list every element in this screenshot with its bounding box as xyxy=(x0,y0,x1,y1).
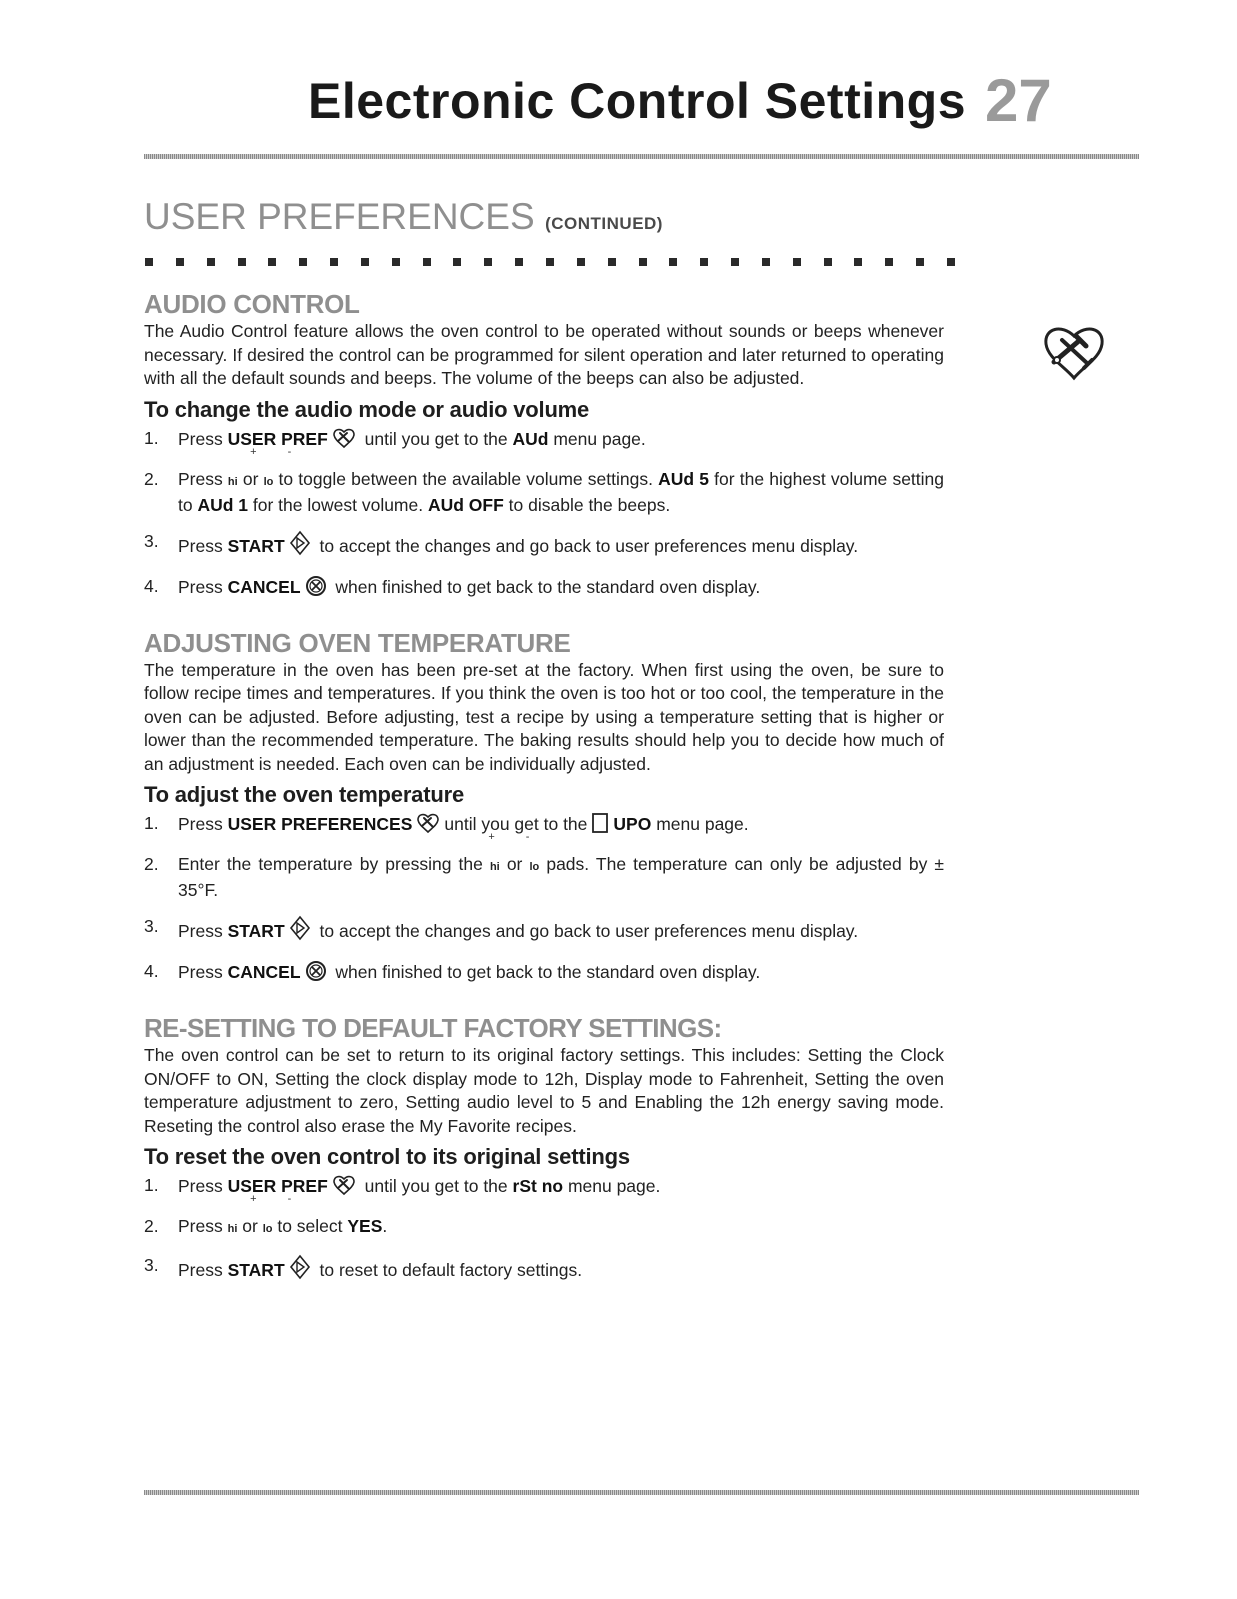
dot-separator xyxy=(145,258,955,270)
top-divider xyxy=(144,154,1139,159)
list-item: 4. Press CANCEL when finished to get back to the standard oven display. xyxy=(144,960,944,988)
temperature-heading: ADJUSTING OVEN TEMPERATURE xyxy=(144,627,571,658)
temperature-steps xyxy=(144,812,944,988)
audio-intro: The Audio Control feature allows the oven control to be operated without sounds or beeps whenever necessary. If desired the control can be programmed for silent operation and later returned to operating with all the default sounds and beeps. The volume of the beeps can also be adjusted. xyxy=(144,321,944,388)
list-item: 3. Press START to accept the changes and go back to user preferences menu display. xyxy=(144,915,944,947)
page-header xyxy=(0,67,1237,142)
list-item: 1. Press USER PREF + - until you get to the AUd menu page. xyxy=(144,427,646,458)
wrench-screwdriver-icon xyxy=(1040,322,1108,384)
diamond-arrow-icon xyxy=(289,1254,311,1286)
reset-steps-title: To reset the oven control to its original settings xyxy=(144,1144,630,1169)
temperature-intro: The temperature in the oven has been pre-set at the factory. When first using the oven, be sure to follow recipe times and temperatures. If you think the oven is too hot or too cool, the temperature in the oven can be adjusted. Before adjusting, test a recipe by using a temperature setting that is higher or lower than the recommended temperature. The baking results should help you to decide how much of an adjustment is needed. Each oven can be individually adjusted. xyxy=(144,659,944,774)
wrench-screwdriver-icon xyxy=(416,812,440,840)
section-header xyxy=(144,196,663,238)
list-item: 1. Press USER PREFERENCESuntil you get to the + - UPO menu page. xyxy=(144,813,749,843)
audio-steps xyxy=(144,427,944,603)
bottom-divider xyxy=(144,1490,1139,1495)
factory-reset-section xyxy=(144,1012,944,1286)
oven-temperature-section xyxy=(144,627,944,989)
wrench-screwdriver-icon xyxy=(332,427,356,455)
list-item: 1. Press USER PREF + - until you get to the rSt no menu page. xyxy=(144,1175,661,1205)
list-item: 3. Press START to accept the changes and go back to user preferences menu display. xyxy=(144,530,944,562)
circled-x-icon xyxy=(305,960,327,988)
audio-control-section xyxy=(144,288,944,603)
section-title: USER PREFERENCES xyxy=(144,196,535,237)
list-item: 2. Enter the temperature by pressing the hi or lo pads. The temperature can only be adjusted by ± 35°F. xyxy=(144,854,945,900)
list-item: 2. Press hi or lo to toggle between the available volume settings. AUd 5 for the highest volume setting to AUd 1 for the lowest volume. AUd OFF to disable the beeps. xyxy=(144,468,945,515)
audio-steps-title: To change the audio mode or audio volume xyxy=(144,396,590,422)
diamond-arrow-icon xyxy=(289,915,311,947)
audio-heading: AUDIO CONTROL xyxy=(144,289,360,319)
reset-steps xyxy=(144,1174,944,1286)
list-item: 4. Press CANCEL when finished to get back to the standard oven display. xyxy=(144,575,944,603)
page-number: 27 xyxy=(985,67,1052,134)
diamond-arrow-icon xyxy=(289,530,311,562)
reset-intro: The oven control can be set to return to its original factory settings. This includes: Setting the Clock ON/OFF to ON, Setting the clock display mode to 12h, Display mode to Fahrenheit, Setting the oven temperature adjustment to zero, Setting audio level to 5 and Enabling the 12h energy saving mode. Reseting the control also erase the My Favorite recipes. xyxy=(144,1045,944,1136)
temperature-steps-title: To adjust the oven temperature xyxy=(144,782,464,807)
section-suffix: (CONTINUED) xyxy=(545,214,663,233)
list-item: 3. Press START to reset to default factory settings. xyxy=(144,1254,944,1286)
reset-heading: RE-SETTING TO DEFAULT FACTORY SETTINGS: xyxy=(144,1013,722,1043)
content xyxy=(144,288,944,1299)
wrench-screwdriver-icon xyxy=(332,1174,356,1202)
page-title: Electronic Control Settings xyxy=(308,73,967,129)
square-icon xyxy=(591,812,609,840)
circled-x-icon xyxy=(305,575,327,603)
list-item: 2. Press hi or lo to select YES. xyxy=(144,1216,388,1236)
